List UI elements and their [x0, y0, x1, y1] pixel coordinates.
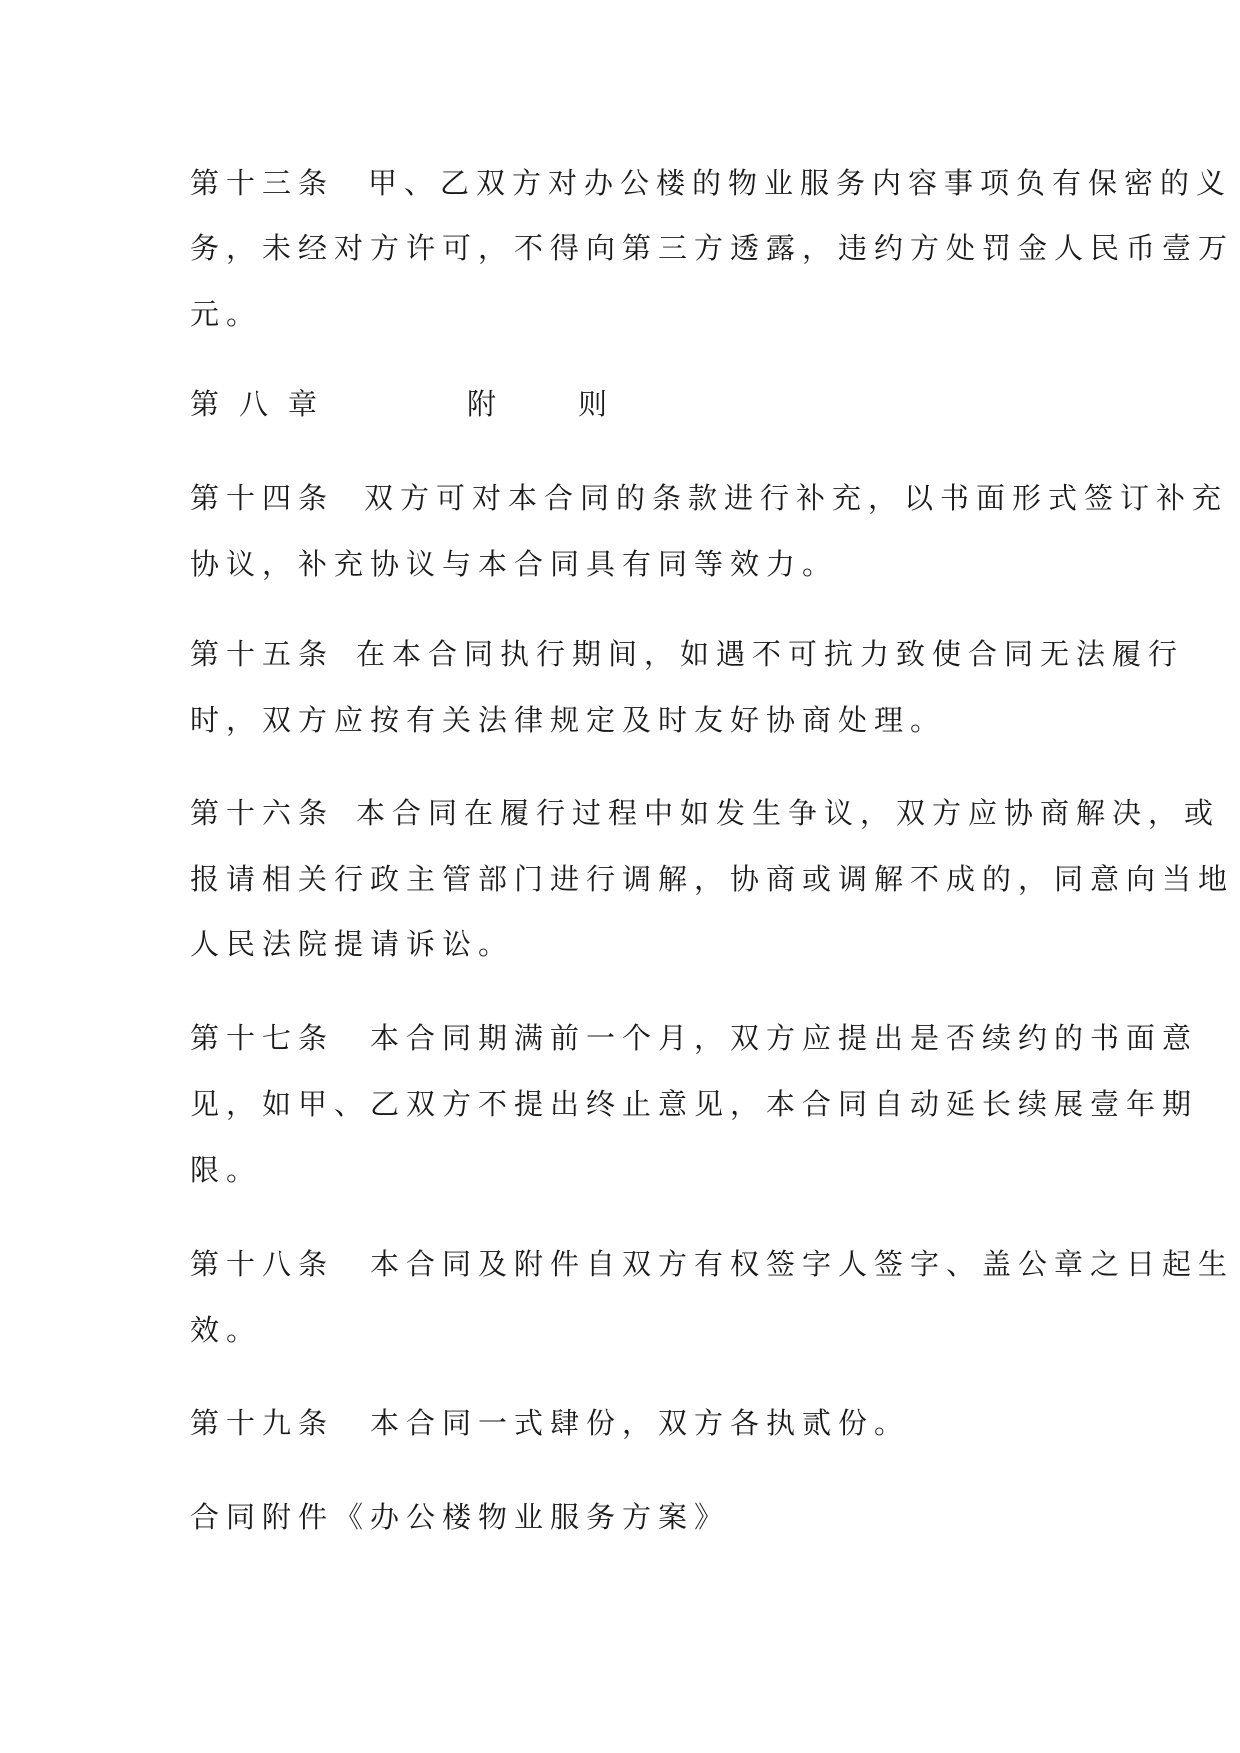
- article-14-line-2: 协议，补充协议与本合同具有同等效力。: [190, 547, 839, 581]
- chapter-8-number: 第八章: [190, 387, 338, 421]
- article-17-label: 第十七条: [190, 1021, 335, 1055]
- chapter-8-name: 附则: [467, 387, 690, 421]
- article-15-label: 第十五条: [190, 637, 335, 671]
- article-16-line-1: [190, 793, 1220, 833]
- article-16-text-1: 本合同在履行过程中如发生争议，双方应协商解决，或: [356, 796, 1221, 830]
- article-16-line-2: 报请相关行政主管部门进行调解，协商或调解不成的，同意向当地: [190, 862, 1235, 896]
- article-18-label: 第十八条: [190, 1247, 335, 1281]
- article-15-text-1: 在本合同执行期间，如遇不可抗力致使合同无法履行: [356, 637, 1185, 671]
- chapter-8-heading: [190, 384, 689, 424]
- article-13-label: 第十三条: [190, 166, 335, 200]
- article-19-label: 第十九条: [190, 1406, 335, 1440]
- article-15-line-2: 时，双方应按有关法律规定及时友好协商处理。: [190, 703, 947, 737]
- article-14-label: 第十四条: [190, 481, 335, 515]
- contract-attachment: 合同附件《办公楼物业服务方案》: [190, 1500, 731, 1534]
- article-17-line-1: [190, 1018, 1198, 1058]
- article-17-line-3: 限。: [190, 1153, 263, 1187]
- article-14-line-1: [190, 478, 1228, 518]
- article-18-line-1: [190, 1244, 1234, 1284]
- article-17-text-1: 本合同期满前一个月，双方应提出是否续约的书面意: [370, 1021, 1199, 1055]
- article-13-line-3: 元。: [190, 297, 263, 331]
- article-16-label: 第十六条: [190, 796, 335, 830]
- article-18-text-1: 本合同及附件自双方有权签字人签字、盖公章之日起生: [370, 1247, 1235, 1281]
- article-16-line-3: 人民法院提请诉讼。: [190, 927, 515, 961]
- article-17-line-2: 见，如甲、乙双方不提出终止意见，本合同自动延长续展壹年期: [190, 1087, 1199, 1121]
- article-19-line-1: [190, 1403, 910, 1443]
- article-18-line-2: 效。: [190, 1313, 263, 1347]
- article-19-text-1: 本合同一式肆份，双方各执贰份。: [370, 1406, 911, 1440]
- article-13-line-2: 务，未经对方许可，不得向第三方透露，违约方处罚金人民币壹万: [190, 231, 1235, 265]
- article-13-line-1: [190, 163, 1232, 203]
- article-14-text-1: 双方可对本合同的条款进行补充，以书面形式签订补充: [364, 481, 1229, 515]
- article-13-text-1: 甲、乙双方对办公楼的物业服务内容事项负有保密的义: [368, 166, 1233, 200]
- article-15-line-1: [190, 634, 1184, 674]
